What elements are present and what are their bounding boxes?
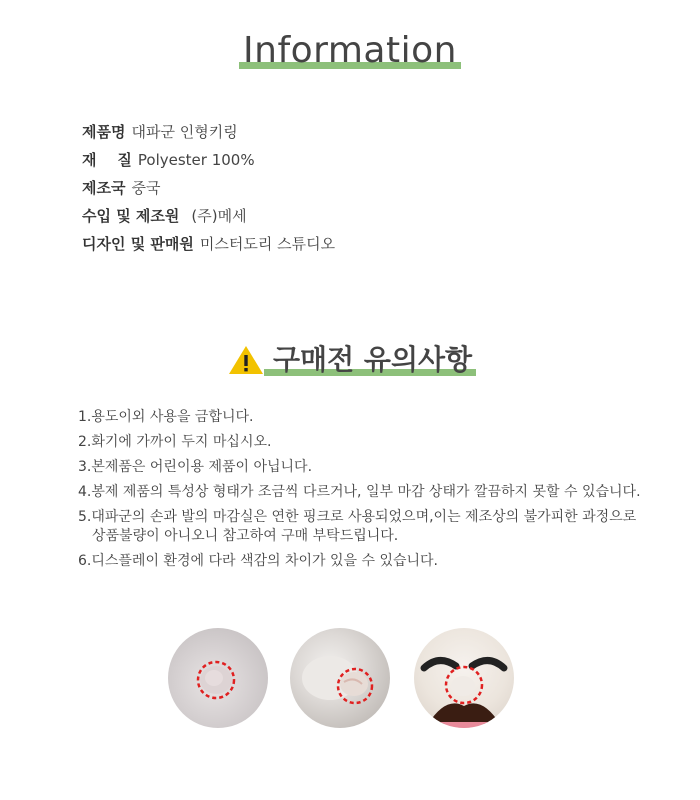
info-value: 미스터도리 스튜디오: [199, 235, 336, 253]
info-value: Polyester 100%: [137, 151, 255, 169]
notice-item: 4.봉제 제품의 특성상 형태가 조금씩 다르거나, 일부 마감 상태가 깔끔하지 못할 수 있습니다.: [78, 484, 641, 500]
info-row-country: [82, 174, 335, 202]
information-title: Information: [243, 30, 457, 71]
info-label: 수입 및 제조원: [82, 207, 180, 225]
warning-icon: [228, 345, 264, 375]
info-label: 디자인 및 판매원: [82, 235, 194, 253]
notice-title-wrap: [228, 338, 472, 378]
info-row-importer: [82, 202, 335, 230]
info-row-product-name: [82, 118, 335, 146]
notice-heading: [0, 338, 700, 378]
information-heading: [0, 30, 700, 71]
info-label: 재 질: [82, 151, 132, 169]
notice-title: 구매전 유의사항: [273, 343, 473, 376]
notice-item: 6.디스플레이 환경에 다라 색감의 차이가 있을 수 있습니다.: [78, 553, 439, 569]
detail-photos: [0, 628, 700, 728]
detail-photo-face: [414, 628, 514, 728]
info-value: 대파군 인형키링: [131, 123, 238, 141]
information-title-wrap: [243, 30, 457, 71]
info-value: (주)메세: [191, 207, 247, 225]
info-row-material: [82, 146, 335, 174]
notice-item: 3.본제품은 어린이용 제품이 아닙니다.: [78, 459, 313, 475]
notice-item: 2.화기에 가까이 두지 마십시오.: [78, 434, 272, 450]
info-label: 제품명: [82, 123, 126, 141]
info-row-designer: [82, 230, 335, 258]
detail-photo-hand: [168, 628, 268, 728]
detail-photo-foot: [290, 628, 390, 728]
product-info-list: [82, 118, 335, 258]
info-label: 제조국: [82, 179, 126, 197]
info-value: 중국: [131, 179, 161, 197]
notice-item: 5.대파군의 손과 발의 마감실은 연한 핑크로 사용되었으며,이는 제조상의 불가피한 과정으로 상품불량이 아니오니 참고하여 구매 부탁드립니다.: [78, 509, 637, 544]
notice-item: 1.용도이외 사용을 금합니다.: [78, 409, 254, 425]
notice-list: [78, 408, 648, 577]
